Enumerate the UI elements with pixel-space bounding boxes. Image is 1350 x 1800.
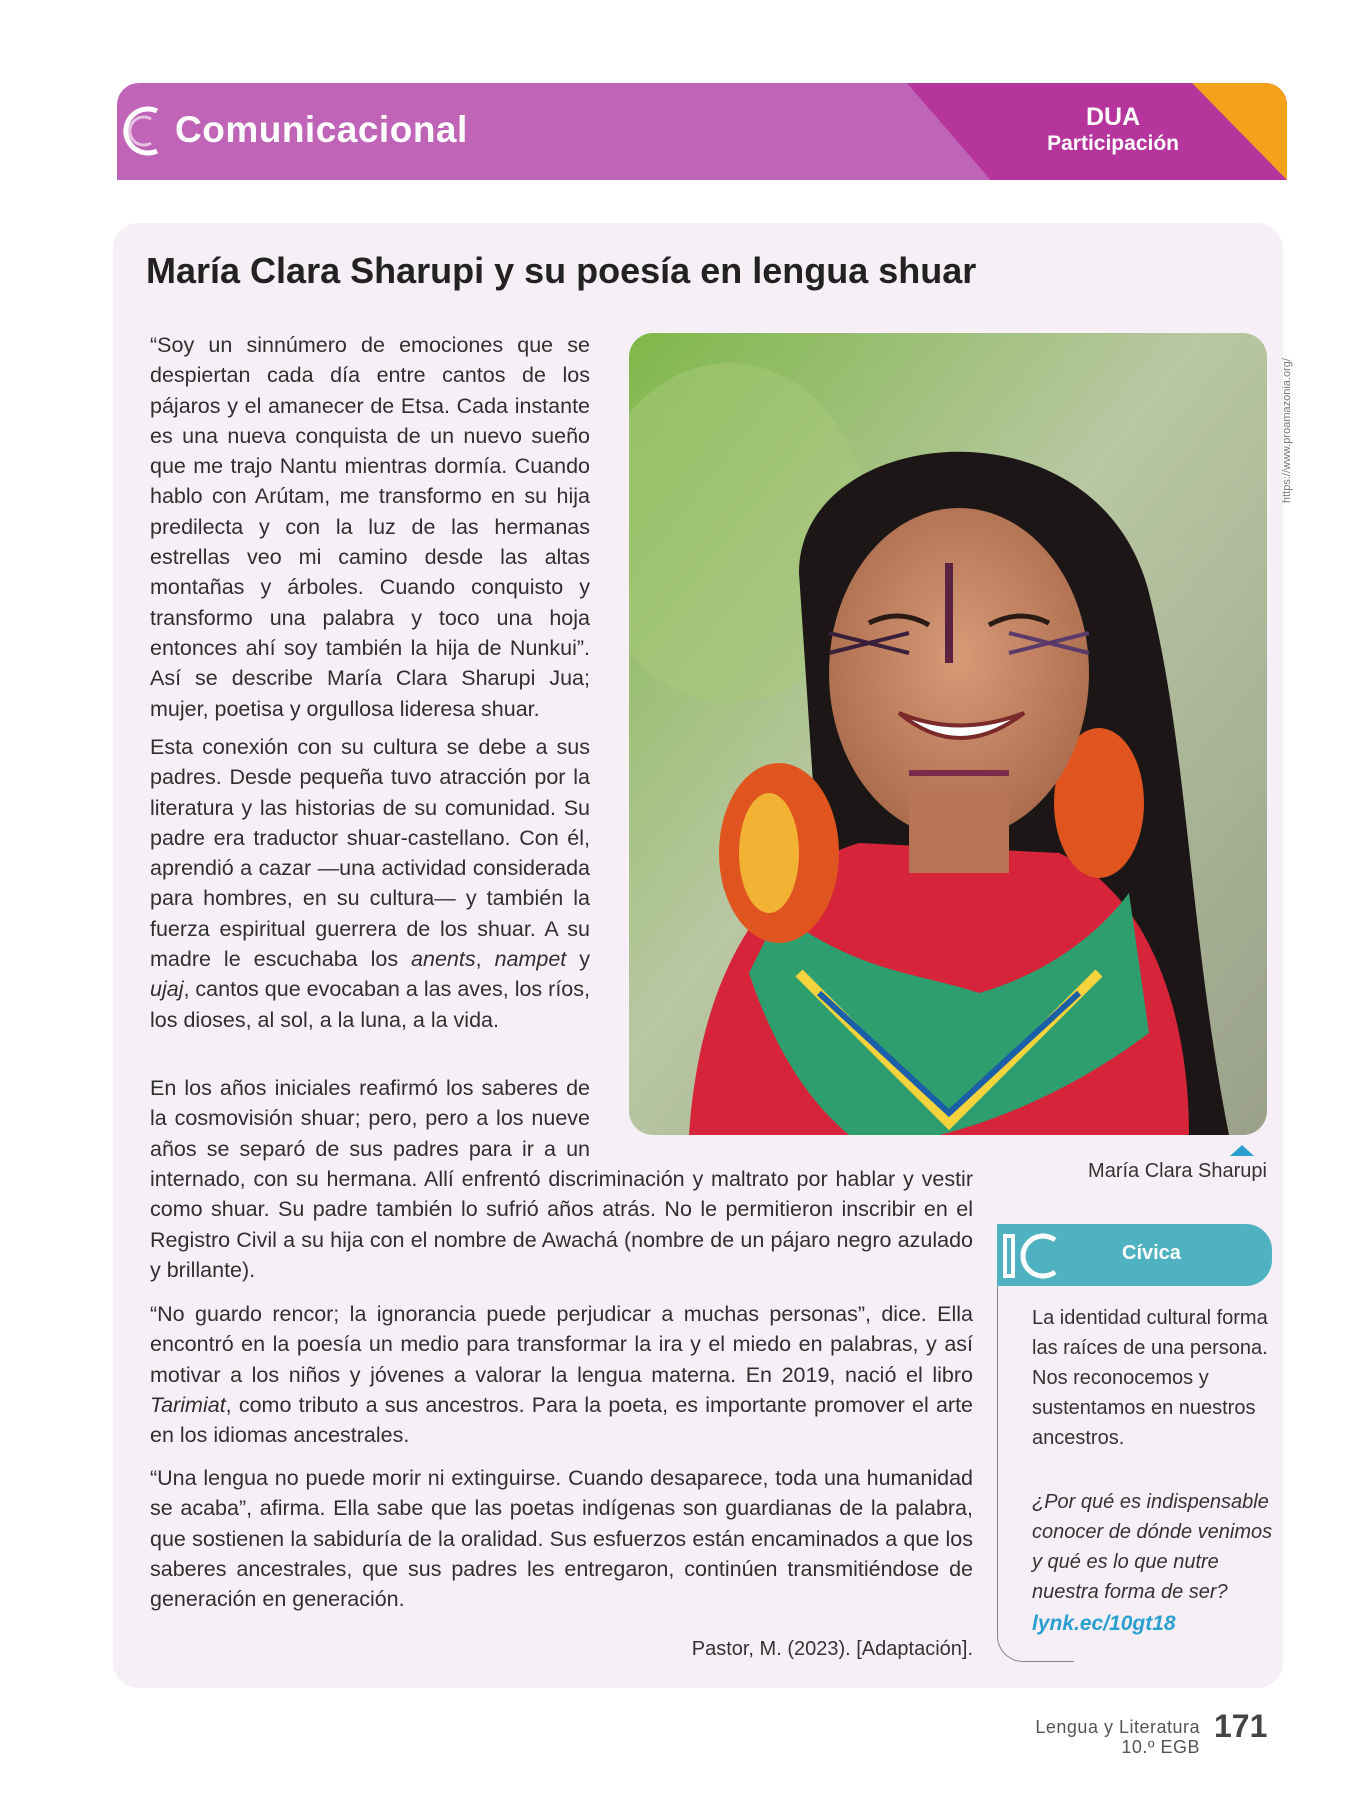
paragraph-3: En los años iniciales reafirmó los saberes de la cosmovisión shuar; pero, pero a los nueve años se separó de sus padres para ir a un xyxy=(150,1076,590,1161)
area-title: Comunicacional xyxy=(175,109,468,150)
citation: Pastor, M. (2023). [Adaptación]. xyxy=(691,1638,973,1660)
civica-label: Cívica xyxy=(1122,1242,1181,1264)
dua-badge xyxy=(1047,103,1179,157)
paragraph-2-text-a: Esta conexión con su cultura se debe a sus padres. Desde pequeña tuvo atracción por la literatura y las historias de su comunidad. Su padre era traductor shuar-castellano. Con él, aprendió a cazar —una actividad considerada para hombres, en su cultura— y también la fuerza espiritual guerrera de los shuar. A su madre le escuchaba los xyxy=(150,735,590,972)
footer-grade: 10.º EGB xyxy=(1121,1737,1200,1757)
term-nampet: nampet xyxy=(494,947,567,972)
paragraph-5-text-a: “No guardo rencor; la ignorancia puede perjudicar a muchas personas”, dice. Ella encontró en la poesía un medio para transformar la ira y el miedo en palabras, y así motivar a los niños y jóvenes a valorar la lengua materna. En 2019, nació el libro xyxy=(150,1302,973,1387)
book-title: Tarimiat xyxy=(150,1392,226,1417)
paragraph-4: internado, con su hermana. Allí enfrentó discriminación y maltrato por hablar y vestir como shuar. Su padre también lo sufrió años atrás. No le permitieron inscribir en el Registro Civil a su hija con el nombre de Awachá (nombre de un pájaro negro azulado y brillante). xyxy=(150,1167,973,1282)
footer-subject xyxy=(1035,1717,1200,1757)
footer-subject-name: Lengua y Literatura xyxy=(1035,1717,1200,1737)
portrait-illustration xyxy=(629,333,1267,1135)
separator-1: , xyxy=(475,947,495,972)
dua-subtitle: Participación xyxy=(1047,132,1179,155)
paragraph-2 xyxy=(150,732,590,1035)
paragraph-1: “Soy un sinnúmero de emociones que se despiertan cada día entre cantos de los pájaros y el amanecer de Etsa. Cada instante es una nueva conquista de un nuevo sueño que me trajo Nantu mientras dormía. Cuando hablo con Arútam, me transformo en su hija predilecta y con la luz de las hermanas estrellas veo mi camino desde las altas montañas y árboles. Cuando conquisto y transformo una palabra y toco una hoja entonces ahí soy también la hija de Nunkui”. Así se describe María Clara Sharupi Jua; mujer, poetisa y orgullosa lideresa shuar. xyxy=(150,333,590,721)
civica-question: ¿Por qué es indispensable conocer de dónde venimos y qué es lo que nutre nuestra forma de ser? xyxy=(1032,1491,1273,1603)
article-title: María Clara Sharupi y su poesía en lengua shuar xyxy=(146,250,977,291)
section-header xyxy=(117,83,1287,180)
photo-source-url-text: https://www.proamazonia.org/ xyxy=(1281,358,1293,503)
term-ujaj: ujaj xyxy=(150,977,184,1002)
paragraph-6: “Una lengua no puede morir ni extinguirse. Cuando desaparece, toda una humanidad se acaba”, afirma. Ella sabe que las poetas indígenas son guardianas de la palabra, que sostienen la sabiduría de la oralidad. Sus esfuerzos están encaminados a que los saberes ancestrales, que sus padres les entregaron, continúen transmitiéndose de generación en generación. xyxy=(150,1466,973,1612)
comunicacional-logo-icon xyxy=(117,101,161,161)
caption-triangle-icon xyxy=(1230,1145,1254,1156)
paragraph-2-text-b: , cantos que evocaban a las aves, los ríos, los dioses, al sol, a la luna, a la vida. xyxy=(150,977,590,1032)
portrait-photo xyxy=(629,333,1267,1135)
civica-link[interactable]: lynk.ec/10gt18 xyxy=(1032,1612,1176,1635)
dua-title: DUA xyxy=(1085,103,1141,131)
photo-caption: María Clara Sharupi xyxy=(1088,1160,1267,1182)
paragraph-5-text-b: , como tributo a sus ancestros. Para la poeta, es importante promover el arte en los idiomas ancestrales. xyxy=(150,1392,973,1448)
page-number: 171 xyxy=(1214,1708,1268,1744)
civica-header xyxy=(997,1224,1272,1286)
civica-logo-icon xyxy=(999,1230,1059,1282)
separator-2: y xyxy=(566,947,591,972)
term-anents: anents xyxy=(411,947,476,972)
civica-text: La identidad cultural forma las raíces de una persona. Nos reconocemos y sustentamos en nuestros ancestros. xyxy=(1032,1307,1268,1449)
paragraph-5 xyxy=(150,1299,973,1450)
photo-source-url xyxy=(1281,333,1295,503)
